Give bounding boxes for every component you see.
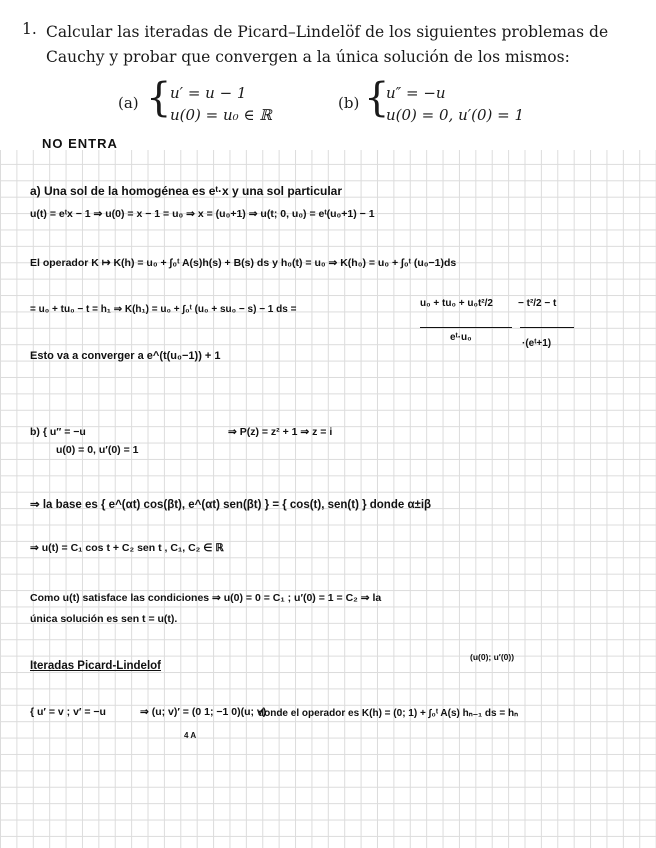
system-a-label: (a) xyxy=(118,94,139,112)
system-b-brace: { xyxy=(364,75,390,121)
fraction-1-numerator: u₀ + tu₀ + u₀t²/2 xyxy=(420,298,493,309)
fraction-1-denominator: eᵗ·u₀ xyxy=(450,332,472,343)
system-b-label: (b) xyxy=(338,94,360,112)
no-entra-note: NO ENTRA xyxy=(42,136,118,151)
note-a-line-2: u(t) = eᵗx − 1 ⇒ u(0) = x − 1 = u₀ ⇒ x = (u₀+1) ⇒ u(t; 0, u₀) = eᵗ(u₀+1) − 1 xyxy=(30,208,375,220)
note-b-eq-1: b) { u″ = −u xyxy=(30,426,86,438)
matrix-a-label: 4 A xyxy=(184,731,197,740)
iteradas-title: Iteradas Picard-Lindelof xyxy=(30,660,162,672)
statement-line-2: Cauchy y probar que convergen a la única solución de los mismos: xyxy=(46,48,570,66)
fraction-2-bar xyxy=(520,327,574,328)
statement-line-1: Calcular las iteradas de Picard–Lindelöf de los siguientes problemas de xyxy=(46,23,609,41)
system-b-eq-2: u(0) = 0, u′(0) = 1 xyxy=(386,106,525,124)
exercise-statement xyxy=(46,20,636,70)
system-a-brace: { xyxy=(146,75,172,121)
exercise-number: 1. xyxy=(22,20,37,38)
note-b-line-4: Como u(t) satisface las condiciones ⇒ u(0) = 0 = C₁ ; u′(0) = 1 = C₂ ⇒ la xyxy=(30,592,382,604)
note-a-line-3: El operador K ↦ K(h) = u₀ + ∫₀ᵗ A(s)h(s) + B(s) ds y h₀(t) = u₀ ⇒ K(h₀) = u₀ + ∫₀ᵗ (u₀−1)ds xyxy=(30,257,457,269)
system-a-eq-2: u(0) = u₀ ∈ ℝ xyxy=(170,106,272,124)
note-a-line-5: Esto va a converger a e^(t(u₀−1)) + 1 xyxy=(30,350,221,362)
fraction-2-numerator: − t²/2 − t xyxy=(518,298,557,309)
note-a-line-4: = u₀ + tu₀ − t = h₁ ⇒ K(h₁) = u₀ + ∫₀ᵗ (u₀ + su₀ − s) − 1 ds = xyxy=(30,304,297,315)
system-a-eq-1: u′ = u − 1 xyxy=(170,84,247,102)
iteradas-operator: donde el operador es K(h) = (0; 1) + ∫₀ᵗ A(s) hₙ₋₁ ds = hₙ xyxy=(258,708,519,719)
note-b-eq-2: u(0) = 0, u′(0) = 1 xyxy=(56,444,139,456)
fraction-2-denominator: ·(eᵗ+1) xyxy=(522,338,552,349)
note-b-char-poly: ⇒ P(z) = z² + 1 ⇒ z = i xyxy=(228,426,333,438)
iteradas-system: { u′ = v ; v′ = −u xyxy=(30,706,106,718)
note-b-line-2: ⇒ la base es { e^(αt) cos(βt), e^(αt) sen(βt) } = { cos(t), sen(t) } donde α±iβ xyxy=(30,499,432,511)
iteradas-matrix-eq: ⇒ (u; v)′ = (0 1; −1 0)(u; v) xyxy=(140,706,267,718)
note-b-line-3: ⇒ u(t) = C₁ cos t + C₂ sen t , C₁, C₂ ∈ ℝ xyxy=(30,542,224,554)
note-b-line-5: única solución es sen t = u(t). xyxy=(30,613,178,625)
fraction-1-bar xyxy=(420,327,512,328)
note-a-line-1: a) Una sol de la homogénea es eᵗ·x y una sol particular xyxy=(30,184,343,198)
initial-vector: (u(0); u′(0)) xyxy=(470,652,515,662)
system-b-eq-1: u″ = −u xyxy=(386,84,446,102)
